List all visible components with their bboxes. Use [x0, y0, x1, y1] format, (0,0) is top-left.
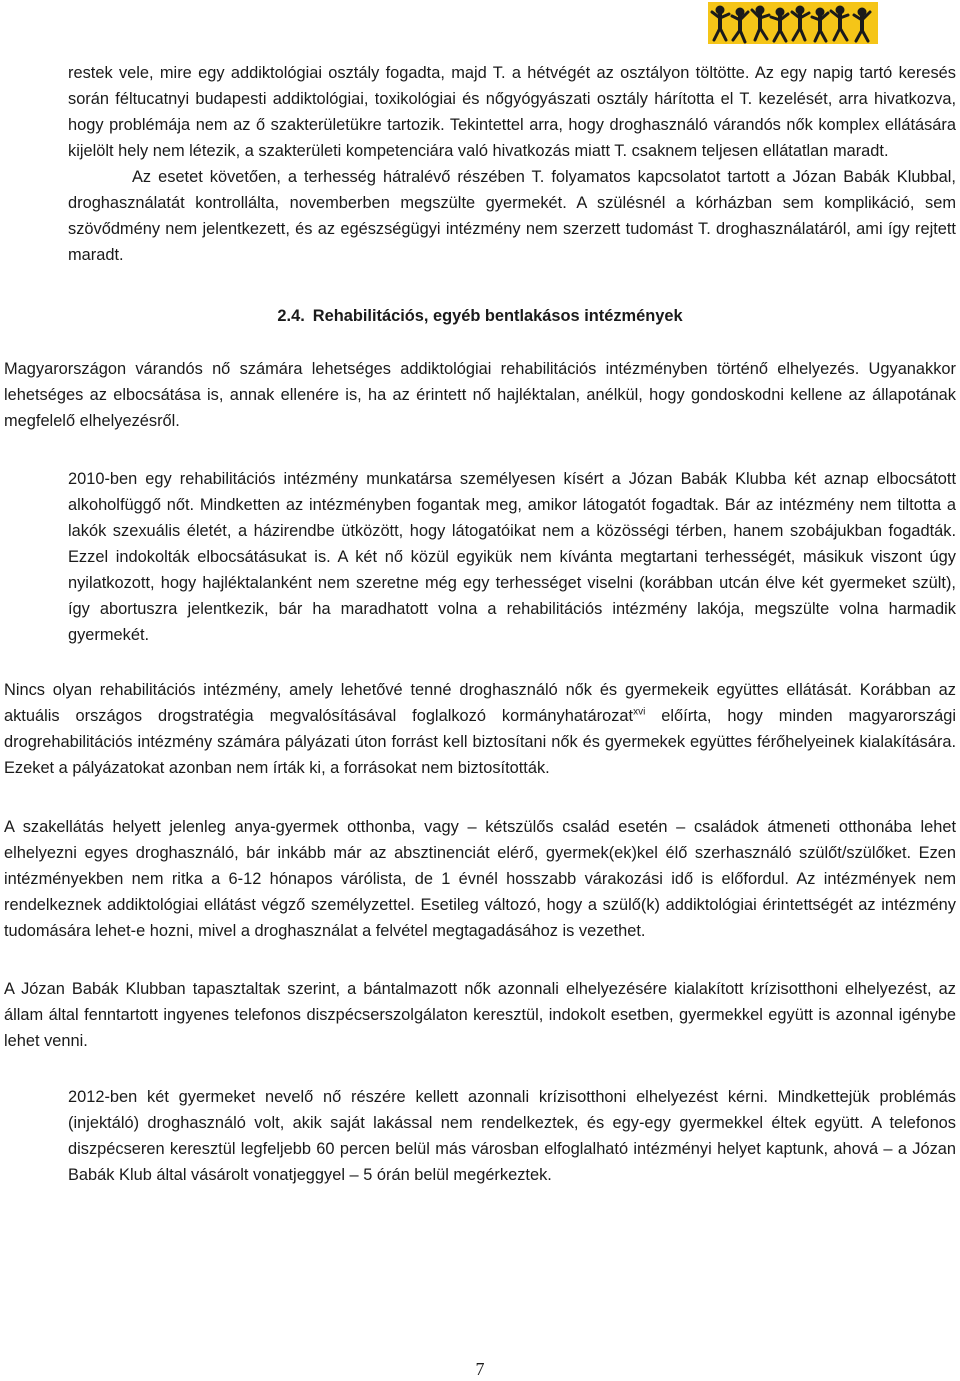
- body-paragraph-2: [4, 677, 956, 781]
- section-heading: [0, 303, 960, 329]
- header-logo: [708, 2, 878, 44]
- footnote-marker[interactable]: xvi: [633, 706, 646, 718]
- section-number: 2.4.: [277, 307, 305, 325]
- document-page: [0, 60, 960, 1188]
- page-number: 7: [475, 1359, 485, 1379]
- case-study-1-paragraph-2: Az esetet követően, a terhesség hátralévő részében T. folyamatos kapcsolatot tartott a Józan Babák Klubbal, droghasználatát kontrollálta, novemberben megszülte gyermekét. A szülésnél a kórházban sem komplikáció, sem szövődmény nem jelentkezett, és az egészségügyi intézmény nem szerzett tudomást T. droghasználatáról, ami így rejtett maradt.: [68, 168, 956, 264]
- body-paragraph-4: A Józan Babák Klubban tapasztaltak szerint, a bántalmazott nők azonnali elhelyezésére kialakított krízisotthoni elhelyezést, az állam által fenntartott ingyenes telefonos diszpécserszolgálaton keresztül, indokolt esetben, gyermekkel együtt is azonnal igénybe lehet venni.: [4, 980, 956, 1050]
- case-study-1-paragraph-1: restek vele, mire egy addiktológiai osztály fogadta, majd T. a hétvégét az osztályon töltötte. Az egy napig tartó keresés során féltucatnyi budapesti addiktológiai, toxikológiai és nőgyógyászati osztály hárította el T. kezelését, arra hivatkozva, hogy problémája nem az ő szakterületükre tartozik. Tekintettel arra, hogy droghasználó várandós nők komplex ellátására kijelölt hely nem létezik, a szakterületi kompetenciára való hivatkozás miatt T. csaknem teljesen ellátatlan maradt.: [68, 64, 956, 160]
- body-paragraph-1: Magyarországon várandós nő számára lehetséges addiktológiai rehabilitációs intézményben történő elhelyezés. Ugyanakkor lehetséges az elbocsátása is, annak ellenére is, ha az érintett nő hajléktalan, anélkül, hogy gondoskodni kellene az állapotának megfelelő elhelyezésről.: [4, 360, 956, 430]
- body-paragraph-3: A szakellátás helyett jelenleg anya-gyermek otthonba, vagy – kétszülős család esetén – családok átmeneti otthonába lehet elhelyezni egyes droghasználó, bár inkább már az absztinenciát elérő, gyermek(ek)kel élő szerhasználó szülőt/szülőket. Ezen intézményekben nem ritka a 6-12 hónapos várólista, de 1 évnél hosszabb várakozási idő is előfordul. Az intézmények nem rendelkeznek addiktológiai ellátást végző személyzettel. Esetileg változó, hogy a szülő(k) addiktológiai érintettségét az intézmény tudomására lehet-e hozni, mivel a droghasználat a felvétel megtagadásához is vezethet.: [4, 818, 956, 940]
- case-study-3: 2012-ben két gyermeket nevelő nő részére kellett azonnali krízisotthoni elhelyezést kérni. Mindkettejük problémás (injektáló) droghasználó volt, akik saját lakással nem rendelkeztek, és egy-egy gyermekkel éltek együtt. A telefonos diszpécseren keresztül legfeljebb 60 percen belül más városban elfoglalható intézményi helyet kaptunk, ahová – a Józan Babák Klub által vásárolt vonatjeggyel – 5 órán belül megérkeztek.: [68, 1088, 956, 1184]
- dancing-figures-logo-icon: [708, 2, 878, 44]
- body-paragraph-2-text-after: előírta, hogy minden magyarországi drogrehabilitációs intézmény számára pályázati úton forrást kell biztosítani nők és gyermekek együttes férőhelyeinek kialakítására. Ezeket a pályázatokat azonban nem írták ki, a forrásokat nem biztosították.: [4, 707, 956, 777]
- section-title: Rehabilitációs, egyéb bentlakásos intézmények: [312, 307, 683, 325]
- case-study-1: [68, 60, 956, 268]
- body-paragraph-2-text-before: Nincs olyan rehabilitációs intézmény, amely lehetővé tenné droghasználó nők és gyermekeik együttes ellátását. Korábban az aktuális országos drogstratégia megvalósításával foglalkozó kormányhatározat: [4, 681, 956, 725]
- case-study-2: 2010-ben egy rehabilitációs intézmény munkatársa személyesen kísért a Józan Babák Klubba két aznap elbocsátott alkoholfüggő nőt. Mindketten az intézményben fogantak meg, amikor látogatót fogadtak. Bár az intézmény nem tiltotta a lakók szexuális életét, a házirendbe ütközött, hogy látogatóikat nem a közösségi térben, hanem szobájukban fogadták. Ezzel indokolták elbocsátásukat is. A két nő közül egyikük nem kívánta megtartani terhességét, másikuk viszont úgy nyilatkozott, hogy hajléktalanként nem szeretne még egy terhességet viselni (korábban utcán élve két gyermeket szült), így abortuszra jelentkezik, bár ha maradhatott volna a rehabilitációs intézmény lakója, megszülte volna harmadik gyermekét.: [68, 470, 956, 644]
